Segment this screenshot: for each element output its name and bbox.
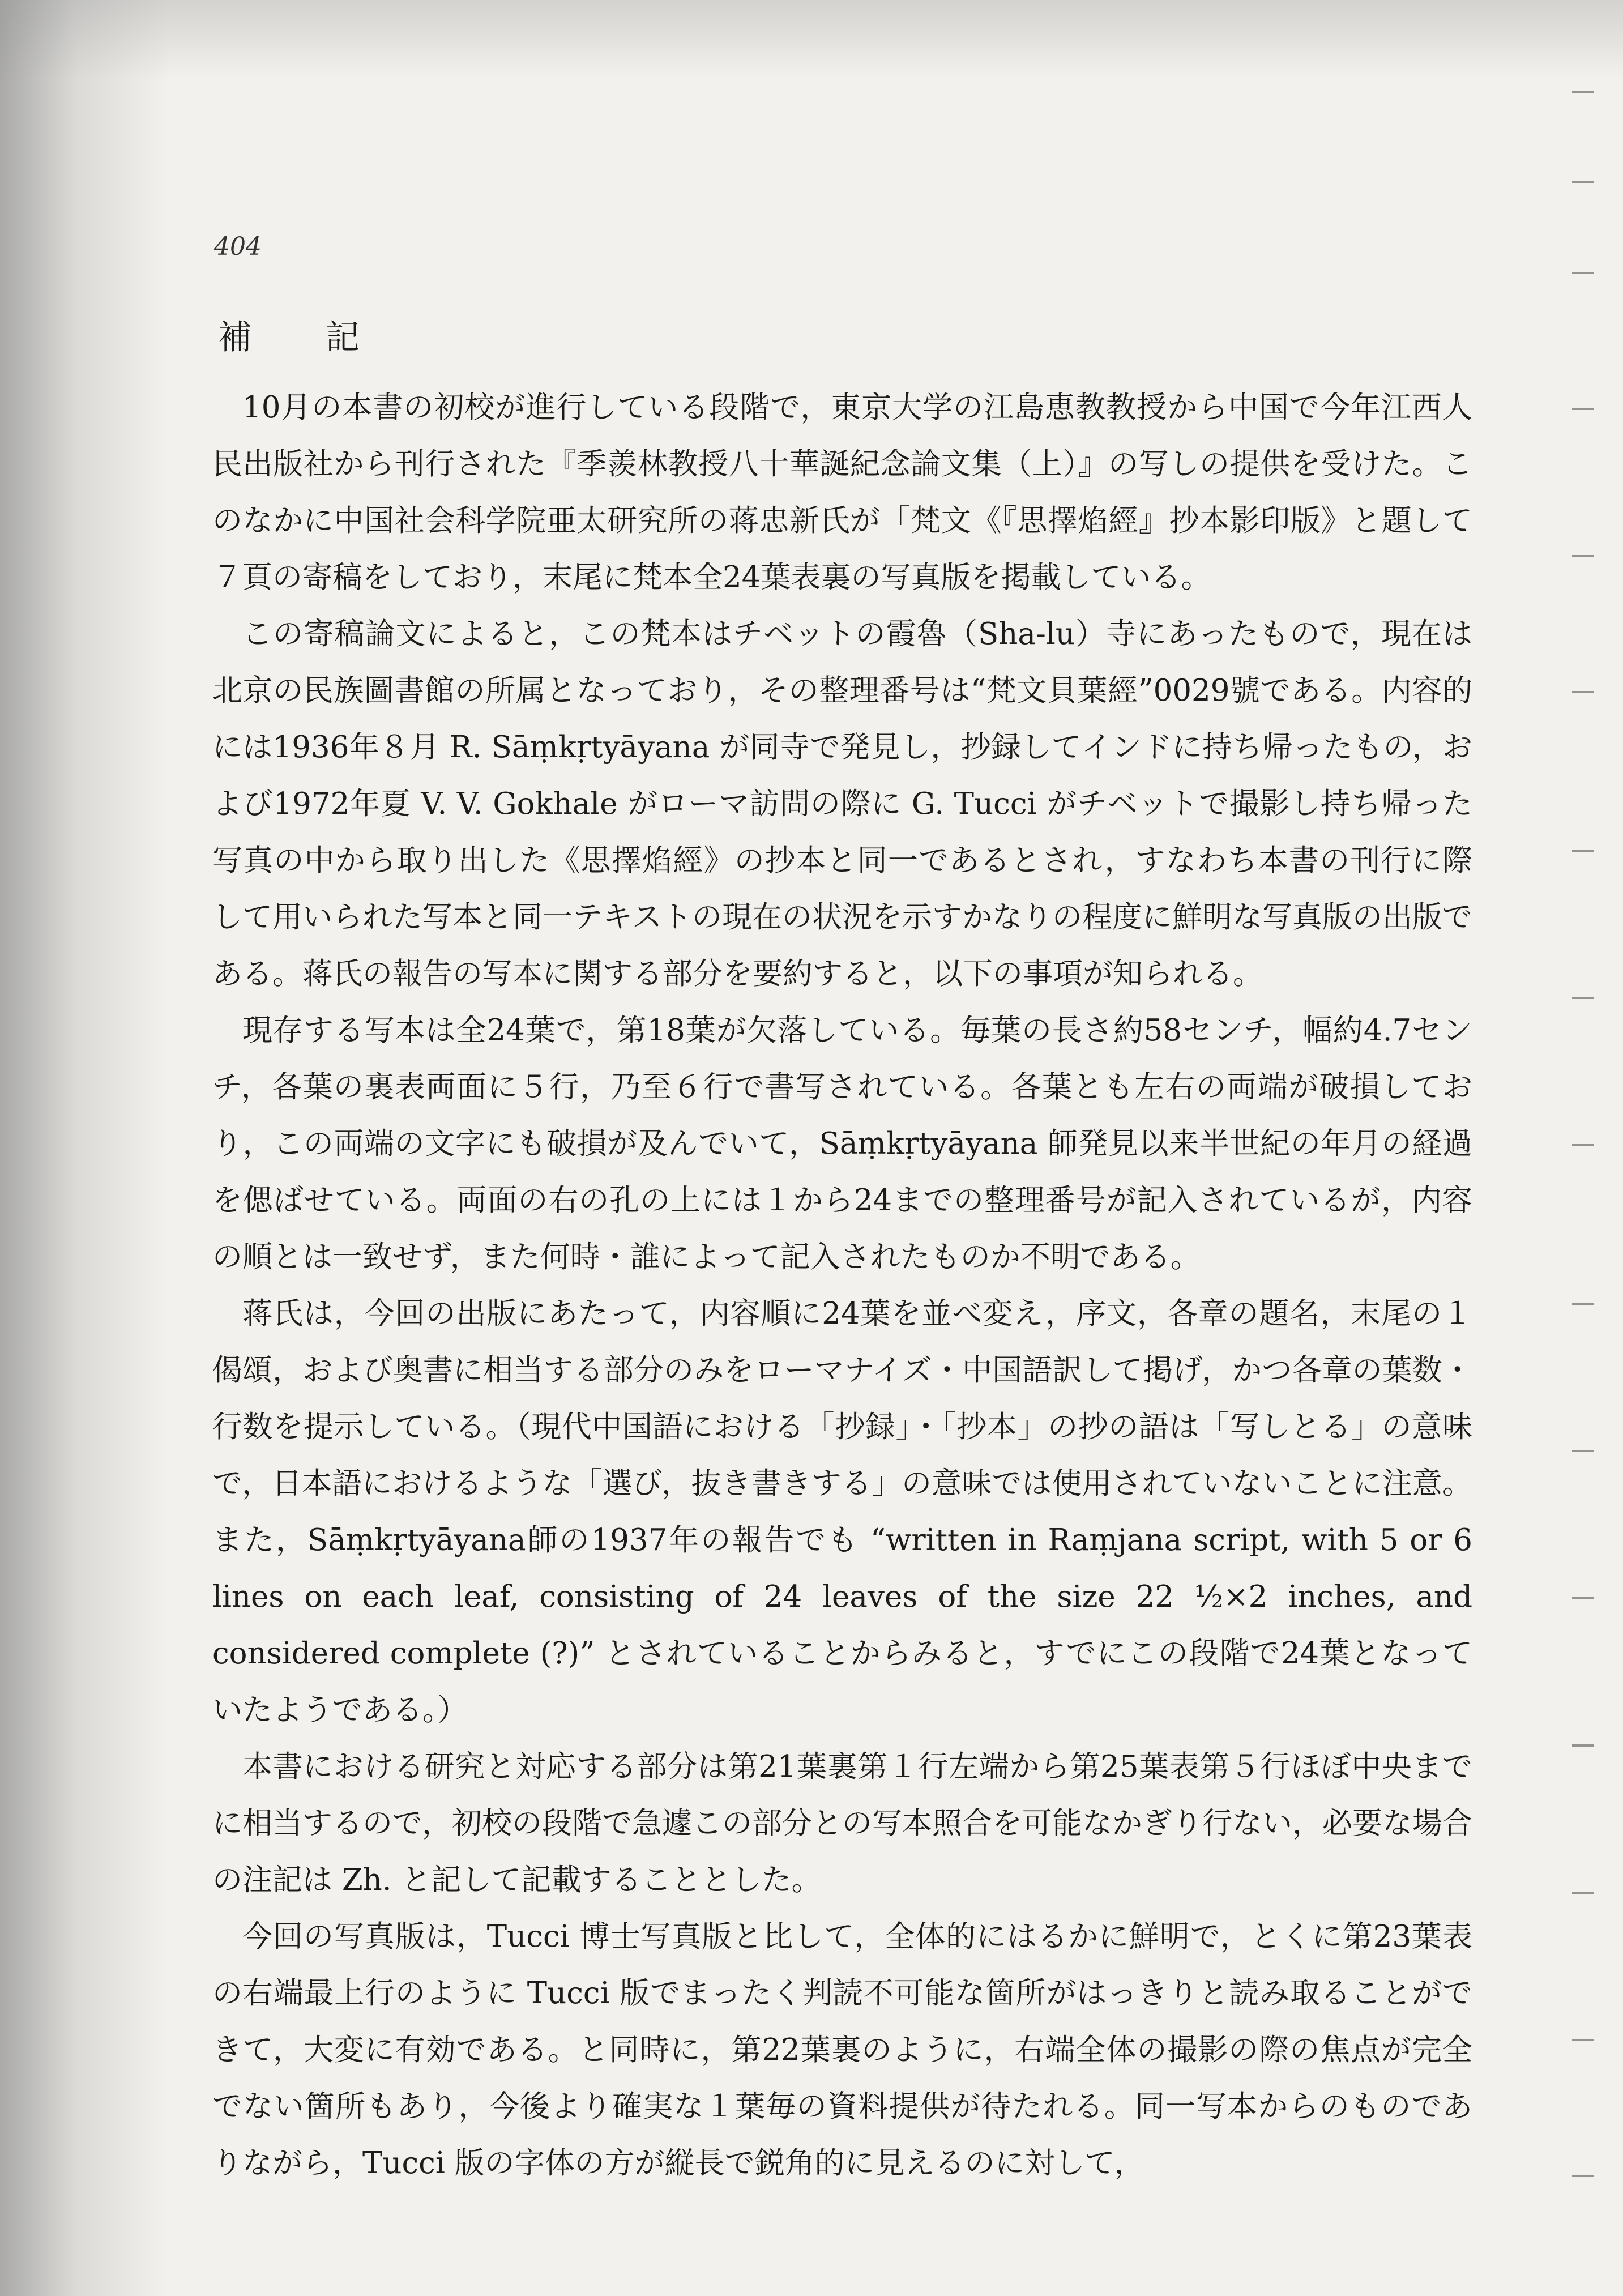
paragraph: 蒋氏は，今回の出版にあたって，内容順に24葉を並べ変え，序文，各章の題名，末尾の１偈頌，および奥書に相当する部分のみをローマナイズ・中国語訳して掲げ，かつ各章の葉数・行数を提示している。（現代中国語における「抄録」・「抄本」の抄の語は「写しとる」の意味で，日本語におけるような「選び，抜き書きする」の意味では使用されていないことに注意。また，Sāṃkṛtyāyana師の1937年の報告でも “written in Raṃjana script, with 5 or 6 lines on each leaf, consisting of 24 leaves of the size 22 ½×2 inches, and considered complete (?)” とされていることからみると，すでにこの段階で24葉となっていたようである。） — [212, 1296, 1472, 1727]
paragraph: 本書における研究と対応する部分は第21葉裏第１行左端から第25葉表第５行ほぼ中央までに相当するので，初校の段階で急遽この部分との写本照合を可能なかぎり行ない，必要な場合の注記は Zh. と記して記載することとした。 — [212, 1749, 1472, 1897]
paragraph: この寄稿論文によると，この梵本はチベットの霞魯（Sha-lu）寺にあったもので，現在は北京の民族圖書館の所属となっており，その整理番号は“梵文貝葉經”0029號である。内容的には1936年８月 R. Sāṃkṛtyāyana が同寺で発見し，抄録してインドに持ち帰ったもの，および1972年夏 V. V. Gokhale がローマ訪問の際に G. Tucci がチベットで撮影し持ち帰った写真の中から取り出した《思擇焰經》の抄本と同一であるとされ，すなわち本書の刊行に際して用いられた写本と同一テキストの現在の状況を示すかなりの程度に鮮明な写真版の出版である。蒋氏の報告の写本に関する部分を要約すると，以下の事項が知られる。 — [212, 617, 1472, 991]
paragraph: 現存する写本は全24葉で，第18葉が欠落している。毎葉の長さ約58センチ，幅約4.7センチ，各葉の裏表両面に５行，乃至６行で書写されている。各葉とも左右の両端が破損しており，この両端の文字にも破損が及んでいて，Sāṃkṛtyāyana 師発見以来半世紀の年月の経過を偲ばせている。両面の右の孔の上には１から24までの整理番号が記入されているが，内容の順とは一致せず，また何時・誰によって記入されたものか不明である。 — [212, 1013, 1472, 1274]
section-heading: 補記 — [218, 318, 433, 357]
page-edge-marks — [1572, 68, 1600, 2220]
paragraph: 10月の本書の初校が進行している段階で，東京大学の江島恵教教授から中国で今年江西人民出版社から刊行された『季羨林教授八十華誕紀念論文集（上）』の写しの提供を受けた。このなかに中国社会科学院亜太研究所の蒋忠新氏が「梵文《『思擇焰經』抄本影印版》と題して７頁の寄稿をしており，末尾に梵本全24葉表裏の写真版を掲載している。 — [212, 390, 1472, 595]
scan-shadow-top — [0, 0, 1623, 79]
body-text — [212, 379, 1472, 2192]
scan-shadow — [0, 0, 170, 2296]
paragraph: 今回の写真版は，Tucci 博士写真版と比して，全体的にはるかに鮮明で，とくに第23葉表の右端最上行のように Tucci 版でまったく判読不可能な箇所がはっきりと読み取ることができて，大変に有効である。と同時に，第22葉裏のように，右端全体の撮影の際の焦点が完全でない箇所もあり，今後より確実な１葉毎の資料提供が待たれる。同一写本からのものでありながら，Tucci 版の字体の方が縦長で鋭角的に見えるのに対して， — [212, 1919, 1472, 2180]
page-number: 404 — [214, 232, 262, 261]
